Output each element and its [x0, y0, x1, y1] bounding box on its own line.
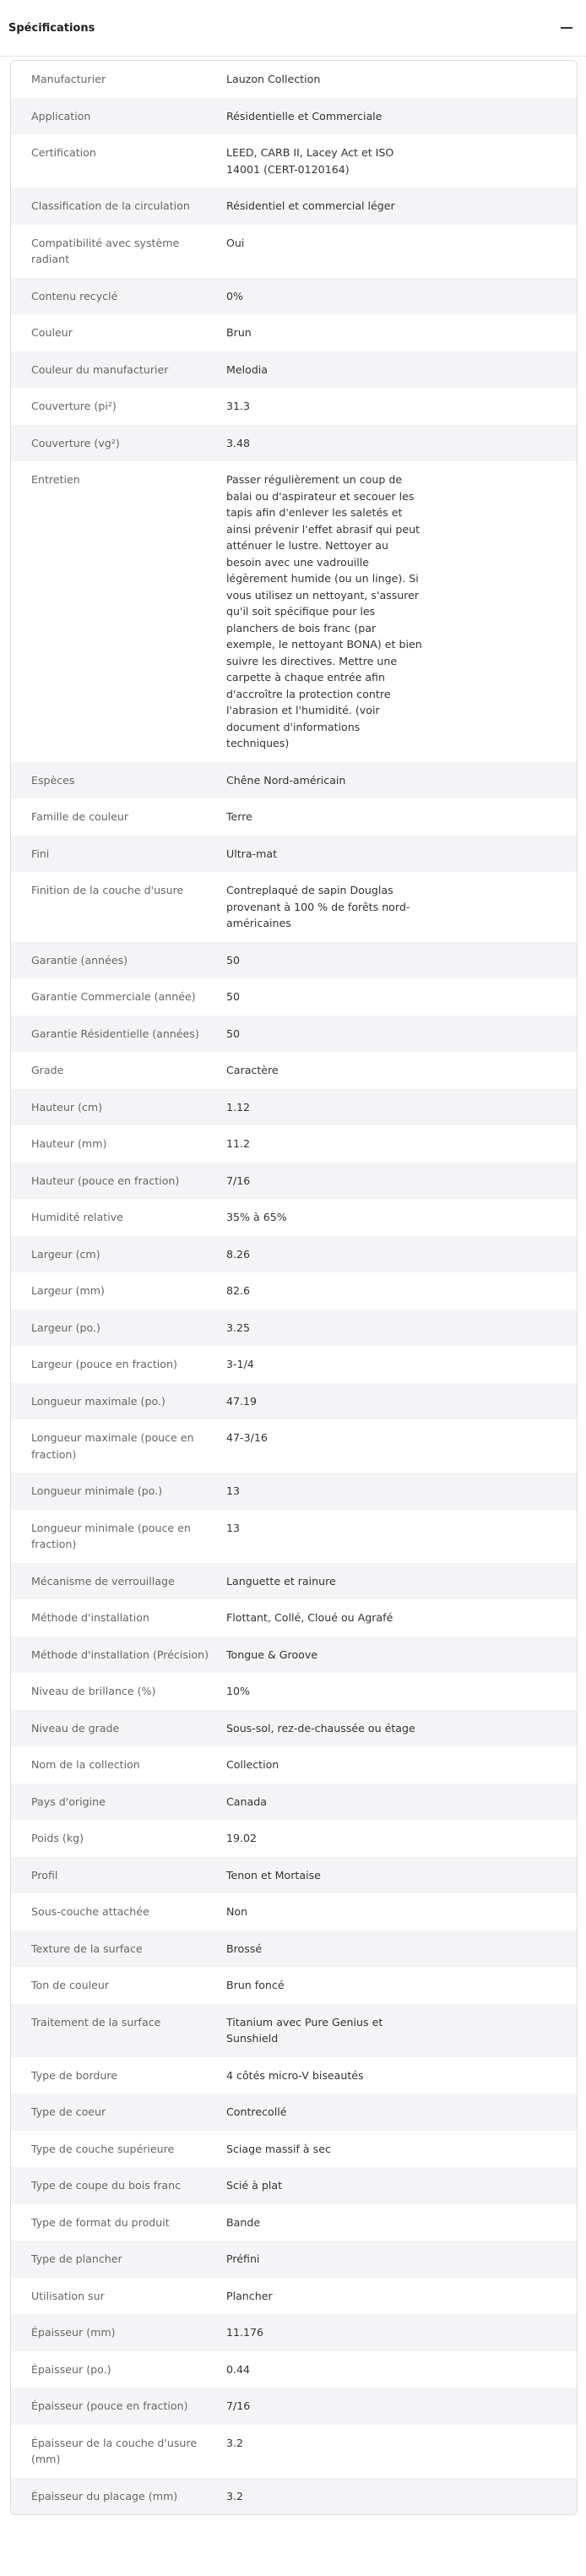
spec-label: Famille de couleur: [31, 810, 129, 823]
spec-label: Traitement de la surface: [31, 2015, 161, 2029]
spec-row: [11, 2388, 577, 2425]
spec-value: Contrecollé: [226, 2105, 287, 2118]
spec-row: [11, 1710, 577, 1747]
spec-row: [11, 1637, 577, 1674]
minus-icon[interactable]: [561, 27, 572, 29]
spec-label: Longueur minimale (po.): [31, 1484, 163, 1497]
spec-value: Résidentielle et Commerciale: [226, 109, 383, 123]
spec-value: Sciage massif à sec: [226, 2142, 331, 2155]
spec-value: Ultra-mat: [226, 847, 278, 860]
spec-label: Couverture (vg²): [31, 436, 120, 449]
spec-label: Méthode d'installation: [31, 1611, 149, 1624]
spec-label: Fini: [31, 847, 50, 860]
spec-label: Finition de la couche d'usure: [31, 884, 184, 896]
spec-value: Brun foncé: [226, 1979, 285, 1991]
spec-label: Humidité relative: [31, 1211, 123, 1223]
spec-value: Contreplaqué de sapin Douglas provenant à 100 % de forêts nord-américaines: [226, 884, 410, 929]
spec-value: Scié à plat: [226, 2179, 283, 2192]
spec-label: Type de plancher: [31, 2252, 122, 2265]
spec-label: Texture de la surface: [31, 1942, 143, 1955]
spec-row: [11, 314, 577, 351]
spec-row: [11, 1089, 577, 1126]
spec-label: Hauteur (pouce en fraction): [31, 1174, 180, 1187]
spec-value: 3.48: [226, 436, 251, 449]
spec-value: Caractère: [226, 1064, 279, 1076]
spec-value: Lauzon Collection: [226, 73, 321, 85]
spec-value: Oui: [226, 236, 245, 249]
spec-label: Largeur (mm): [31, 1284, 105, 1297]
spec-row: [11, 762, 577, 799]
spec-label: Utilisation sur: [31, 2289, 105, 2302]
spec-row: [11, 1599, 577, 1637]
spec-row: [11, 1746, 577, 1784]
spec-value: Languette et rainure: [226, 1574, 336, 1588]
spec-row: [11, 836, 577, 873]
spec-value: 10%: [226, 1685, 250, 1697]
spec-value: Résidentiel et commercial léger: [226, 199, 395, 212]
spec-row: [11, 1346, 577, 1383]
spec-value: Titanium avec Pure Genius et Sunshield: [226, 2015, 383, 2045]
spec-value: 50: [226, 953, 241, 967]
spec-row: [11, 1673, 577, 1710]
spec-label: Couleur du manufacturier: [31, 362, 169, 376]
spec-value: Tenon et Mortaise: [226, 1868, 321, 1882]
spec-value: 8.26: [226, 1247, 251, 1261]
spec-value: 0%: [226, 289, 243, 302]
spec-row: [11, 2057, 577, 2094]
spec-row: [11, 425, 577, 462]
spec-label: Certification: [31, 146, 96, 159]
spec-row: [11, 942, 577, 979]
spec-row: [11, 2204, 577, 2241]
spec-value: Flottant, Collé, Cloué ou Agrafé: [226, 1611, 393, 1624]
spec-value: 13: [226, 1484, 241, 1497]
spec-row: [11, 1383, 577, 1420]
spec-value: 7/16: [226, 2399, 251, 2412]
spec-label: Pays d'origine: [31, 1794, 106, 1808]
spec-row: [11, 2425, 577, 2478]
spec-label: Largeur (pouce en fraction): [31, 1358, 177, 1370]
spec-value: 31.3: [226, 400, 251, 412]
spec-row: [11, 798, 577, 836]
specifications-header[interactable]: [0, 0, 586, 57]
spec-value: Melodia: [226, 362, 269, 376]
spec-row: [11, 188, 577, 225]
spec-row: [11, 388, 577, 425]
spec-row: [11, 1473, 577, 1510]
spec-row: [11, 1931, 577, 1968]
spec-label: Longueur minimale (pouce en fraction): [31, 1521, 191, 1550]
spec-label: Épaisseur de la couche d'usure (mm): [31, 2436, 198, 2465]
spec-label: Garantie Résidentielle (années): [31, 1027, 199, 1040]
spec-label: Classification de la circulation: [31, 199, 190, 212]
spec-label: Application: [31, 109, 91, 123]
spec-value: Non: [226, 1905, 248, 1918]
spec-label: Hauteur (mm): [31, 1137, 107, 1150]
spec-label: Épaisseur (mm): [31, 2326, 116, 2339]
spec-label: Contenu recyclé: [31, 289, 118, 302]
spec-row: [11, 1784, 577, 1821]
spec-value: Brun: [226, 326, 252, 339]
spec-row: [11, 2094, 577, 2131]
spec-row: [11, 1510, 577, 1563]
spec-label: Niveau de grade: [31, 1721, 120, 1735]
spec-label: Épaisseur du placage (mm): [31, 2489, 178, 2502]
spec-label: Niveau de brillance (%): [31, 1685, 156, 1697]
spec-row: [11, 98, 577, 135]
spec-label: Type de coeur: [31, 2105, 106, 2118]
spec-row: [11, 1310, 577, 1347]
spec-row: [11, 2278, 577, 2315]
spec-row: [11, 1163, 577, 1200]
spec-label: Poids (kg): [31, 1832, 84, 1844]
spec-value: 35% à 65%: [226, 1211, 287, 1223]
spec-value: 3-1/4: [226, 1358, 254, 1370]
spec-value: 3.2: [226, 2489, 244, 2502]
spec-row: [11, 461, 577, 762]
spec-label: Sous-couche attachée: [31, 1905, 149, 1918]
spec-label: Méthode d'installation (Précision): [31, 1647, 209, 1661]
spec-row: [11, 1052, 577, 1089]
spec-row: [11, 1857, 577, 1894]
spec-label: Nom de la collection: [31, 1758, 140, 1771]
spec-label: Type de coupe du bois franc: [31, 2179, 182, 2192]
spec-row: [11, 2478, 577, 2515]
spec-row: [11, 1563, 577, 1600]
spec-row: [11, 2167, 577, 2204]
spec-label: Couleur: [31, 326, 73, 339]
spec-value: 50: [226, 1027, 241, 1040]
spec-value: Tongue & Groove: [226, 1647, 318, 1661]
spec-label: Type de format du produit: [31, 2215, 170, 2229]
spec-row: [11, 1272, 577, 1310]
spec-row: [11, 61, 577, 98]
spec-label: Grade: [31, 1064, 64, 1076]
spec-value: 47-3/16: [226, 1431, 268, 1444]
spec-value: Plancher: [226, 2289, 273, 2302]
spec-value: Chêne Nord-américain: [226, 773, 346, 787]
spec-value: 11.2: [226, 1137, 251, 1150]
spec-row: [11, 2004, 577, 2057]
spec-label: Couverture (pi²): [31, 400, 117, 412]
spec-label: Largeur (po.): [31, 1321, 100, 1334]
spec-row: [11, 1125, 577, 1163]
spec-label: Garantie Commerciale (année): [31, 990, 196, 1003]
spec-label: Épaisseur (pouce en fraction): [31, 2399, 188, 2412]
spec-value: 50: [226, 990, 241, 1003]
spec-value: Préfini: [226, 2252, 260, 2265]
spec-label: Longueur maximale (pouce en fraction): [31, 1431, 194, 1461]
spec-label: Espèces: [31, 773, 75, 787]
spec-value: LEED, CARB II, Lacey Act et ISO 14001 (CERT-0120164): [226, 146, 394, 176]
spec-row: [11, 1820, 577, 1857]
spec-label: Largeur (cm): [31, 1247, 100, 1261]
spec-value: 4 côtés micro-V biseautés: [226, 2068, 364, 2082]
spec-row: [11, 134, 577, 188]
spec-label: Entretien: [31, 473, 80, 486]
spec-row: [11, 225, 577, 278]
spec-row: [11, 2131, 577, 2168]
spec-label: Mécanisme de verrouillage: [31, 1574, 175, 1588]
spec-row: [11, 1199, 577, 1236]
spec-label: Épaisseur (po.): [31, 2362, 111, 2376]
spec-value: 1.12: [226, 1100, 251, 1114]
specifications-table: [10, 60, 578, 2515]
spec-label: Garantie (années): [31, 953, 128, 967]
spec-row: [11, 1236, 577, 1273]
spec-value: 13: [226, 1521, 241, 1534]
spec-value: 82.6: [226, 1284, 251, 1297]
section-title: Spécifications: [8, 21, 95, 35]
spec-value: 47.19: [226, 1394, 258, 1408]
spec-value: 0.44: [226, 2362, 251, 2376]
spec-row: [11, 1419, 577, 1473]
spec-label: Type de bordure: [31, 2068, 117, 2082]
spec-value: Canada: [226, 1794, 267, 1808]
spec-value: Bande: [226, 2215, 261, 2229]
spec-label: Compatibilité avec système radiant: [31, 236, 180, 265]
spec-value: Passer régulièrement un coup de balai ou d'aspirateur et secouer les tapis afin d'enlever les saletés et ainsi prévenir l'effet abrasif qui peut atténuer le lustre. Nettoyer au besoin avec une vadrouille légèrement humide (ou un linge). Si vous utilisez un nettoyant, s'assurer qu'il soit spécifique pour les planchers de bois franc (par exemple, le nettoyant BONA) et bien suivre les directives. Mettre une carpette à chaque entrée afin d'accroître la protection contre l'abrasion et l'humidité. (voir document d'informations techniques): [226, 473, 422, 749]
spec-label: Profil: [31, 1868, 58, 1882]
spec-label: Manufacturier: [31, 73, 106, 85]
spec-value: Terre: [226, 810, 252, 823]
spec-value: 3.2: [226, 2436, 244, 2449]
spec-value: Brossé: [226, 1942, 263, 1955]
spec-value: Collection: [226, 1758, 279, 1771]
spec-label: Longueur maximale (po.): [31, 1394, 165, 1408]
spec-row: [11, 278, 577, 315]
spec-row: [11, 1016, 577, 1053]
spec-row: [11, 2314, 577, 2351]
spec-row: [11, 872, 577, 942]
spec-value: 19.02: [226, 1832, 258, 1844]
spec-value: 11.176: [226, 2326, 264, 2339]
spec-row: [11, 2241, 577, 2278]
spec-value: Sous-sol, rez-de-chaussée ou étage: [226, 1721, 415, 1735]
spec-label: Hauteur (cm): [31, 1100, 103, 1114]
spec-row: [11, 2351, 577, 2388]
spec-label: Ton de couleur: [31, 1979, 110, 1991]
spec-row: [11, 351, 577, 389]
spec-value: 7/16: [226, 1174, 251, 1187]
spec-label: Type de couche supérieure: [31, 2142, 175, 2155]
spec-value: 3.25: [226, 1321, 251, 1334]
spec-row: [11, 1893, 577, 1931]
spec-row: [11, 978, 577, 1016]
spec-row: [11, 1967, 577, 2004]
